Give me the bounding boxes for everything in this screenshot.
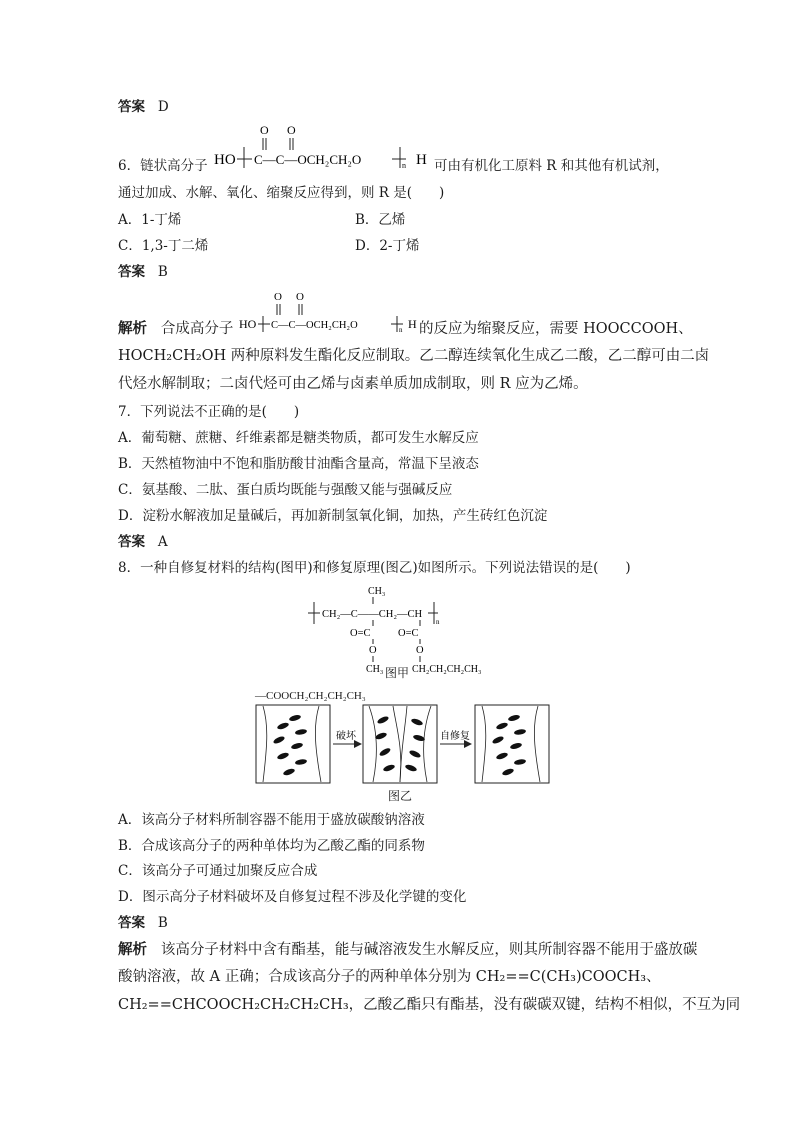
main-chain: CH₂—C——CH₂—CH bbox=[322, 609, 423, 620]
polymer-degree: n bbox=[399, 326, 403, 334]
q7-option-c: C．氨基酸、二肽、蛋白质均既能与强酸又能与强碱反应 bbox=[118, 482, 453, 498]
answer-label: 答案 bbox=[118, 534, 145, 550]
panel-intact bbox=[256, 705, 330, 783]
answer-label: 答案 bbox=[118, 264, 145, 280]
answer-label: 答案 bbox=[118, 915, 145, 931]
ester-oxygen-left: O bbox=[369, 645, 377, 656]
analysis-text: 该高分子材料中含有酯基，能与碱溶液发生水解反应，则其所制容器不能用于盛放碳 bbox=[160, 942, 698, 958]
figure-yi-legend: —COOCH₂CH₂CH₂CH₃ bbox=[255, 690, 366, 702]
panel-repaired bbox=[475, 705, 549, 783]
q6-analysis-l2: HOCH₂CH₂OH 两种原料发生酯化反应制取。乙二醇连续氧化生成乙二酸，乙二醇可由二卤 bbox=[118, 348, 710, 364]
q6-option-a: A．1-丁烯 bbox=[118, 212, 182, 228]
previous-answer bbox=[118, 98, 169, 116]
polymer-degree: n bbox=[436, 618, 440, 626]
q8-answer bbox=[118, 914, 168, 932]
arrow-label-damage: 破坏 bbox=[336, 731, 356, 742]
answer-value: D bbox=[157, 99, 169, 115]
q7-option-d: D．淀粉水解液加足量碱后，再加新制氢氧化铜，加热，产生砖红色沉淀 bbox=[118, 508, 548, 524]
polymer-end-left: HO bbox=[214, 152, 236, 168]
oxygen-label: O bbox=[296, 291, 304, 303]
q6-option-d: D．2-丁烯 bbox=[355, 238, 420, 254]
q6-analysis-l3: 代烃水解制取；二卤代烃可由乙烯与卤素单质加成制取，则 R 应为乙烯。 bbox=[118, 376, 588, 392]
oxygen-label: O bbox=[260, 123, 269, 137]
answer-value: B bbox=[157, 264, 168, 280]
oxygen-label: O bbox=[274, 291, 282, 303]
carbonyl-right: O=C bbox=[398, 628, 419, 639]
q8-option-b: B．合成该高分子的两种单体均为乙酸乙酯的同系物 bbox=[118, 838, 425, 854]
q6-option-c: C．1,3-丁二烯 bbox=[118, 238, 209, 254]
carbonyl-left: O=C bbox=[350, 628, 371, 639]
q7-answer bbox=[118, 533, 168, 551]
q6-line2: 通过加成、水解、氧化、缩聚反应得到，则 R 是( ) bbox=[118, 185, 445, 201]
polymer-degree: n bbox=[402, 161, 406, 170]
q8-analysis-l3: CH₂==CHCOOCH₂CH₂CH₂CH₃，乙酸乙酯只有酯基，没有碳碳双键，结构不相似，不互为同 bbox=[118, 997, 741, 1013]
figure-jia-structure bbox=[300, 580, 530, 680]
polymer-repeat-unit: C—C—OCH₂CH₂O bbox=[254, 152, 362, 167]
figure-yi-caption: 图乙 bbox=[388, 789, 413, 803]
ester-oxygen-right: O bbox=[416, 645, 424, 656]
figure-jia-caption: 图甲 bbox=[385, 666, 410, 680]
analysis-prefix: 合成高分子 bbox=[160, 321, 234, 337]
q8-option-c: C．该高分子可通过加聚反应合成 bbox=[118, 863, 318, 879]
answer-value: A bbox=[157, 534, 168, 550]
q6-analysis-l1 bbox=[118, 320, 233, 338]
answer-value: B bbox=[157, 915, 168, 931]
q7-option-b: B．天然植物油中不饱和脂肪酸甘油酯含量高，常温下呈液态 bbox=[118, 456, 479, 472]
q7-stem: 7．下列说法不正确的是( ) bbox=[118, 404, 300, 420]
arrow-label-repair: 自修复 bbox=[440, 731, 470, 742]
polymer-end-left: HO bbox=[239, 317, 257, 331]
q6-polymer-formula bbox=[212, 122, 434, 174]
q6-analysis-polymer-formula bbox=[237, 286, 419, 338]
q8-analysis-l1 bbox=[118, 941, 697, 959]
q8-stem: 8．一种自修复材料的结构(图甲)和修复原理(图乙)如图所示。下列说法错误的是( ) bbox=[118, 560, 631, 576]
butyl-ester-group: CH₂CH₂CH₂CH₃ bbox=[412, 664, 482, 675]
q6-option-b: B．乙烯 bbox=[355, 212, 406, 228]
polymer-end-right: H bbox=[416, 152, 427, 168]
q8-analysis-l2: 酸钠溶液，故 A 正确；合成该高分子的两种单体分别为 CH₂==C(CH₃)COOCH₃、 bbox=[118, 969, 661, 985]
q6-prefix: 6．链状高分子 bbox=[118, 158, 208, 174]
answer-label: 答案 bbox=[118, 99, 145, 115]
figure-yi-diagram bbox=[255, 704, 551, 786]
methyl-top: CH₃ bbox=[368, 586, 386, 597]
polymer-end-right: H bbox=[408, 317, 417, 331]
q7-option-a: A．葡萄糖、蔗糖、纤维素都是糖类物质，都可发生水解反应 bbox=[118, 430, 479, 446]
q6-suffix: 可由有机化工原料 R 和其他有机试剂， bbox=[434, 158, 669, 174]
q6-answer bbox=[118, 263, 168, 281]
q8-option-d: D．图示高分子材料破坏及自修复过程不涉及化学键的变化 bbox=[118, 889, 467, 905]
polymer-repeat-unit: C—C—OCH₂CH₂O bbox=[271, 320, 358, 331]
q8-option-a: A．该高分子材料所制容器不能用于盛放碳酸钠溶液 bbox=[118, 812, 425, 828]
q6-analysis-suffix: 的反应为缩聚反应，需要 HOOCCOOH、 bbox=[419, 321, 693, 337]
methyl-ester-group: CH₃ bbox=[366, 664, 384, 675]
panel-damaged bbox=[363, 705, 437, 783]
analysis-label: 解析 bbox=[118, 941, 147, 958]
oxygen-label: O bbox=[287, 123, 296, 137]
analysis-label: 解析 bbox=[118, 320, 147, 337]
